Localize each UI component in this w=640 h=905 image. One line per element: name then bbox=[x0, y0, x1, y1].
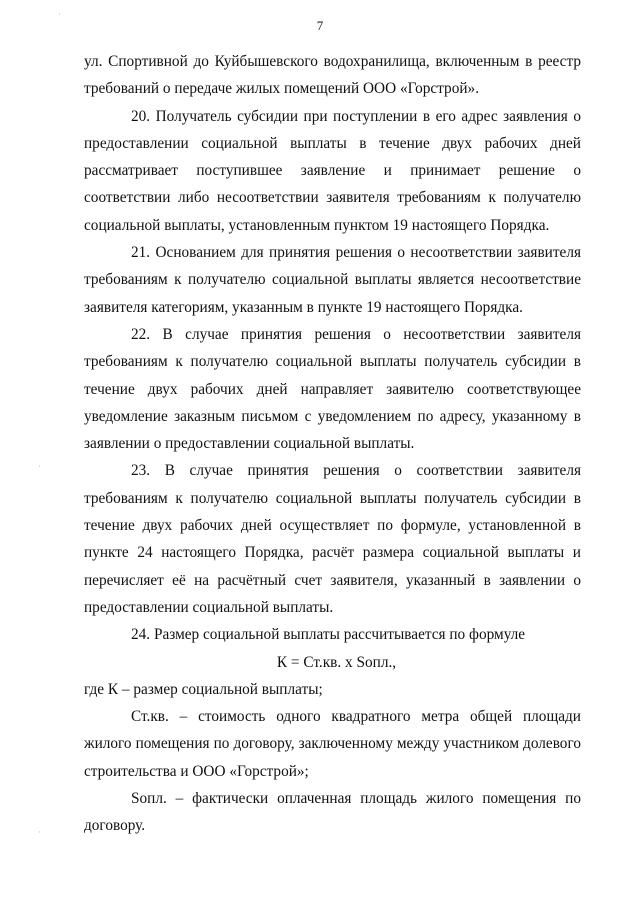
paragraph-22: 22. В случае принятия решения о несоответствии заявителя требованиям к получателю социальной выплаты получатель субсидии в течение двух рабочих дней направляет заявителю соответствующее уведомление заказным письмом с уведомлением по адресу, указанному в заявлении о предоставлении социальной выплаты. bbox=[84, 325, 581, 453]
scan-mark: · bbox=[58, 10, 61, 20]
formula-where: где К – размер социальной выплаты; bbox=[84, 680, 323, 698]
definition-s-opl: Sопл. – фактически оплаченная площадь жилого помещения по договору. bbox=[84, 790, 581, 835]
paragraph-21: 21. Основанием для принятия решения о несоответствии заявителя требованиям к получателю социальной выплаты является несоответствие заявителя категориям, указанным в пункте 19 настоящего Порядка. bbox=[84, 244, 581, 316]
paragraph-23: 23. В случае принятия решения о соответствии заявителя требованиям к получателю социальной выплаты получатель субсидии в течение двух рабочих дней осуществляет по формуле, установленной в пункте 24 настоящего Порядка, расчёт размера социальной выплаты и перечисляет её на расчётный счет заявителя, указанный в заявлении о предоставлении социальной выплаты. bbox=[84, 462, 581, 616]
definition-st-kv: Ст.кв. – стоимость одного квадратного метра общей площади жилого помещения по договору, заключенному между участником долевого строительства и ООО «Горстрой»; bbox=[84, 708, 581, 780]
scan-mark: · bbox=[38, 828, 41, 838]
paragraph-continuation: ул. Спортивной до Куйбышевского водохранилища, включенным в реестр требований о передаче жилых помещений ООО «Горстрой». bbox=[84, 53, 581, 98]
paragraph-20: 20. Получатель субсидии при поступлении в его адрес заявления о предоставлении социальной выплаты в течение двух рабочих дней рассматривает поступившее заявление и принимает решение о соответствии либо несоответствии заявителя требованиям к получателю социальной выплаты, установленным пунктом 19 настоящего Порядка. bbox=[84, 107, 581, 234]
page-number: 7 bbox=[316, 18, 324, 33]
paragraph-24: 24. Размер социальной выплаты рассчитывается по формуле bbox=[131, 626, 526, 644]
document-body bbox=[84, 48, 581, 840]
scan-mark: · bbox=[38, 462, 41, 472]
formula: К = Ст.кв. х Sопл., bbox=[276, 653, 397, 671]
